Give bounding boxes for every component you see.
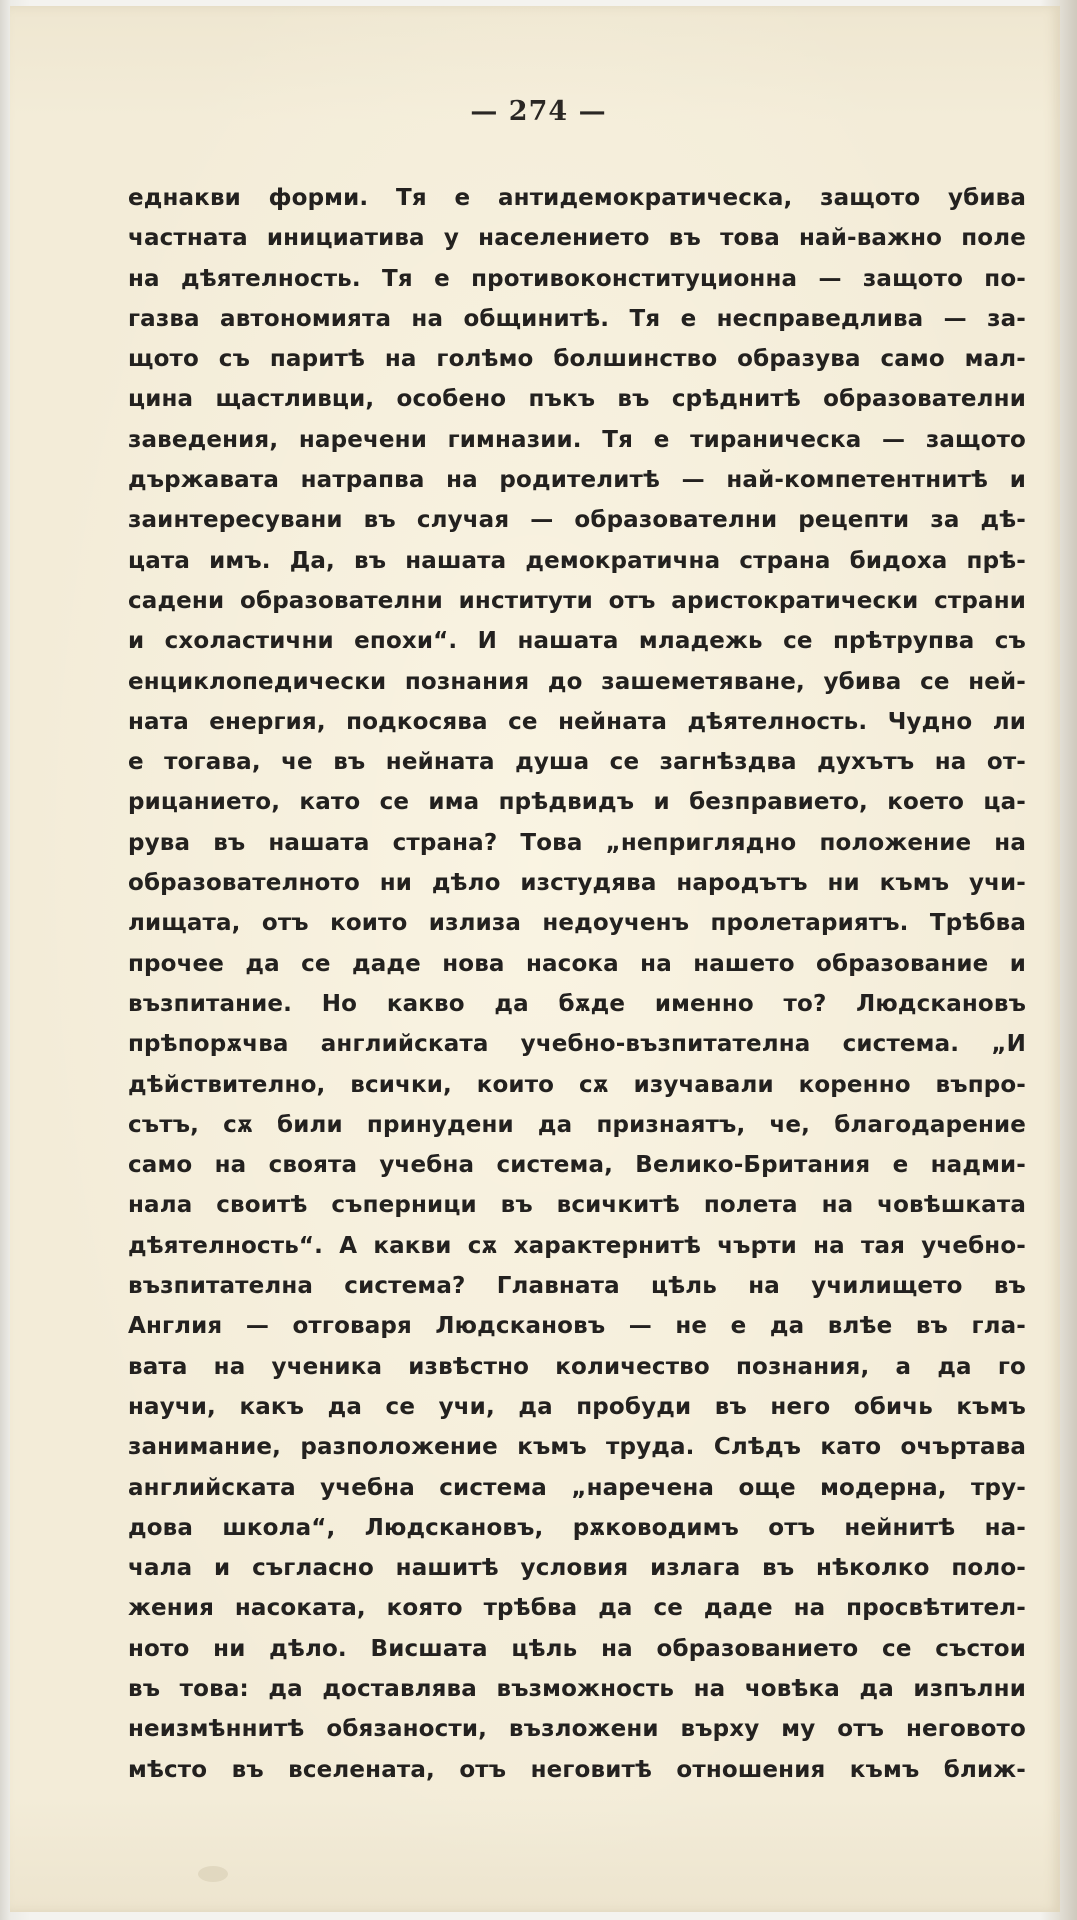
text-line: садени образователни институти отъ аристократически страни [128,587,1026,614]
text-line: дѣйствително, всички, които сѫ изучавали коренно въпро- [128,1071,1026,1098]
text-line: дова школа“, Людскановъ, рѫководимъ отъ нейнитѣ на- [128,1514,1026,1541]
text-line: възпитателна система? Главната цѣль на училището въ [128,1273,1026,1300]
text-line: държавата натрапва на родителитѣ — най-компетентнитѣ и [128,467,1026,494]
text-line: на дѣятелность. Тя е противоконституционна — защото по- [128,265,1026,292]
text-line: прѣпорѫчва английската учебно-възпитателна система. „И [128,1031,1026,1058]
text-line: прочее да се даде нова насока на нашето образование и [128,950,1026,977]
text-line: заинтересувани въ случая — образователни рецепти за дѣ- [128,507,1026,534]
text-line: неизмѣннитѣ обязаности, възложени върху му отъ неговото [128,1716,1026,1743]
text-line: Англия — отговаря Людскановъ — не е да влѣе въ гла- [128,1313,1026,1340]
text-line: частната инициатива у населението въ това най-важно поле [128,225,1026,252]
text-line: вата на ученика извѣстно количество познания, а да го [128,1353,1026,1380]
text-line: газва автономията на общинитѣ. Тя е несправедлива — за- [128,305,1026,332]
text-line: нала своитѣ съперници въ всичкитѣ полета на човѣшката [128,1192,1026,1219]
text-line: образователното ни дѣло изстудява народътъ ни къмъ учи- [128,870,1026,897]
text-line: въ това: да доставлява възможность на човѣка да изпълни [128,1675,1026,1702]
text-line: жения насоката, която трѣбва да се даде на просвѣтител- [128,1595,1026,1622]
text-line: чала и съгласно нашитѣ условия излага въ нѣколко поло- [128,1555,1026,1582]
text-line: цина щастливци, особено пъкъ въ срѣднитѣ образователни [128,386,1026,413]
text-line: мѣсто въ вселената, отъ неговитѣ отношения къмъ ближ- [128,1756,1026,1783]
text-line: възпитание. Но какво да бѫде именно то? Людскановъ [128,990,1026,1017]
text-line: научи, какъ да се учи, да пробуди въ него обичь къмъ [128,1393,1026,1420]
text-line: занимание, разположение къмъ труда. Слѣдъ като очъртава [128,1434,1026,1461]
text-line: ното ни дѣло. Висшата цѣль на образованието се състои [128,1635,1026,1662]
text-line: лищата, отъ които излиза недоученъ пролетариятъ. Трѣбва [128,910,1026,937]
text-line: щото съ паритѣ на голѣмо болшинство образува само мал- [128,346,1026,373]
text-line: сътъ, сѫ били принудени да признаятъ, че, благодарение [128,1111,1026,1138]
text-line: енциклопедически познания до зашеметяване, убива се ней- [128,668,1026,695]
text-line: еднакви форми. Тя е антидемократическа, защото убива [128,185,1026,211]
text-line: и схоластични епохи“. И нашата младежь се прѣтрупва съ [128,628,1026,655]
body-text [128,178,1026,1790]
text-line: рува въ нашата страна? Това „неприглядно положение на [128,829,1026,856]
paper-smudge [198,1866,228,1882]
text-line: цата имъ. Да, въ нашата демократична страна бидоха прѣ- [128,547,1026,574]
text-line: рицанието, като се има прѣдвидъ и безправието, което ца- [128,789,1026,816]
text-line: ната енергия, подкосява се нейната дѣятелность. Чудно ли [128,708,1026,735]
text-line: английската учебна система „наречена още модерна, тру- [128,1474,1026,1501]
text-line: само на своята учебна система, Велико-Британия е надми- [128,1152,1026,1179]
text-line: е тогава, че въ нейната душа се загнѣздва духътъ на от- [128,749,1026,776]
text-line: заведения, наречени гимназии. Тя е тираническа — защото [128,426,1026,453]
text-line: дѣятелность“. А какви сѫ характернитѣ чърти на тая учебно- [128,1232,1026,1259]
page-number: — 274 — [470,96,607,127]
